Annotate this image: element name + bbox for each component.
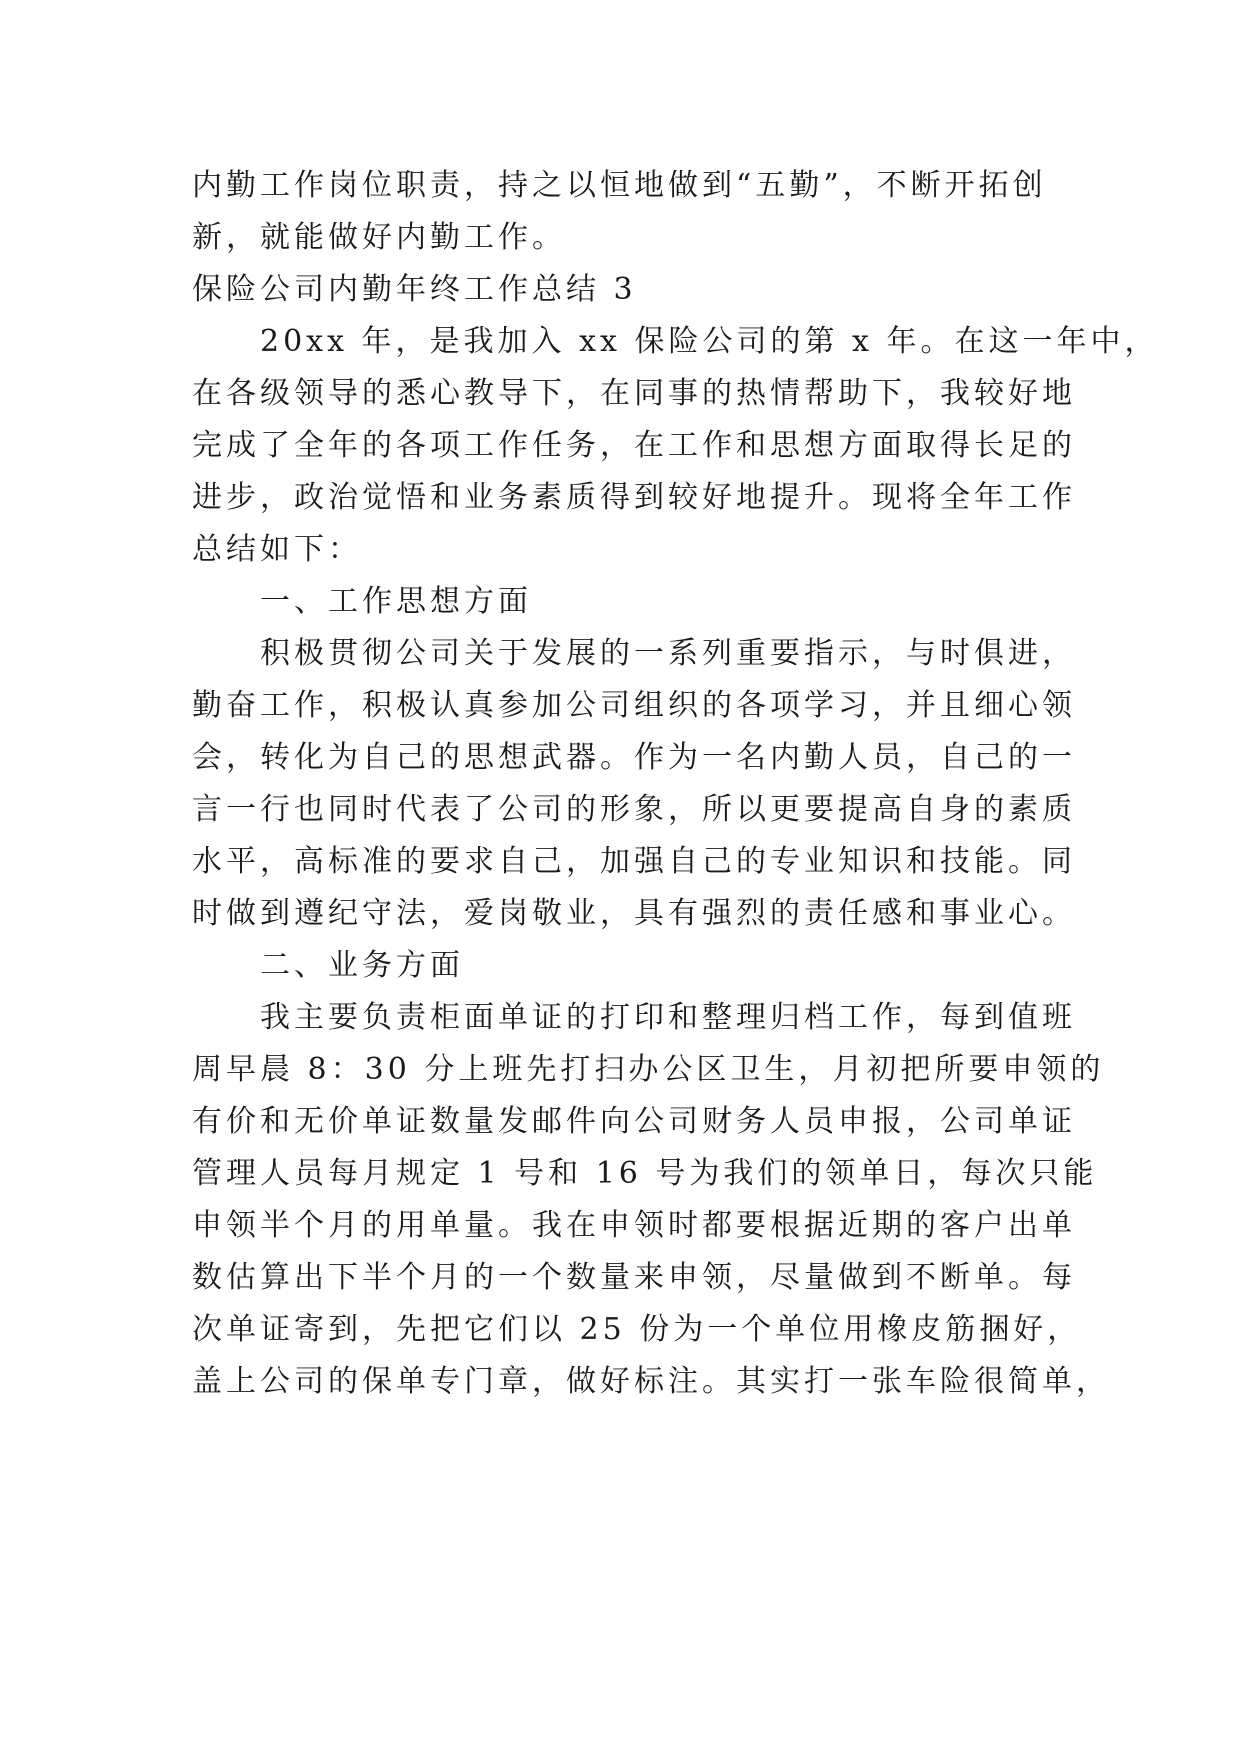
section-heading: 保险公司内勤年终工作总结 3 <box>192 272 637 307</box>
text-line: 勤奋工作，积极认真参加公司组织的各项学习，并且细心领 <box>192 688 1076 723</box>
text-line: 周早晨 8：30 分上班先打扫办公区卫生，月初把所要申领的 <box>192 1052 1105 1087</box>
text-line: 内勤工作岗位职责，持之以恒地做到“五勤”，不断开拓创 <box>192 168 1047 203</box>
text-line: 完成了全年的各项工作任务，在工作和思想方面取得长足的 <box>192 428 1076 463</box>
text-line: 管理人员每月规定 1 号和 16 号为我们的领单日，每次只能 <box>192 1156 1098 1191</box>
subheading: 一、工作思想方面 <box>192 584 532 619</box>
text-line: 数估算出下半个月的一个数量来申领，尽量做到不断单。每 <box>192 1260 1076 1295</box>
text-line: 会，转化为自己的思想武器。作为一名内勤人员，自己的一 <box>192 740 1076 775</box>
text-line: 有价和无价单证数量发邮件向公司财务人员申报，公司单证 <box>192 1104 1076 1139</box>
text-line: 总结如下： <box>192 532 362 567</box>
text-line: 20xx 年，是我加入 xx 保险公司的第 x 年。在这一年中， <box>192 324 1159 359</box>
document-body <box>192 160 1159 1408</box>
text-line: 在各级领导的悉心教导下，在同事的热情帮助下，我较好地 <box>192 376 1076 411</box>
text-line: 时做到遵纪守法，爱岗敬业，具有强烈的责任感和事业心。 <box>192 896 1076 931</box>
text-line: 进步，政治觉悟和业务素质得到较好地提升。现将全年工作 <box>192 480 1076 515</box>
subheading: 二、业务方面 <box>192 948 464 983</box>
text-line: 新，就能做好内勤工作。 <box>192 220 566 255</box>
text-line: 我主要负责柜面单证的打印和整理归档工作，每到值班 <box>192 1000 1076 1035</box>
text-line: 申领半个月的用单量。我在申领时都要根据近期的客户出单 <box>192 1208 1076 1243</box>
text-line: 盖上公司的保单专门章，做好标注。其实打一张车险很简单， <box>192 1364 1110 1399</box>
text-line: 次单证寄到，先把它们以 25 份为一个单位用橡皮筋捆好， <box>192 1312 1082 1347</box>
text-line: 水平，高标准的要求自己，加强自己的专业知识和技能。同 <box>192 844 1076 879</box>
text-line: 积极贯彻公司关于发展的一系列重要指示，与时俱进， <box>192 636 1076 671</box>
text-line: 言一行也同时代表了公司的形象，所以更要提高自身的素质 <box>192 792 1076 827</box>
